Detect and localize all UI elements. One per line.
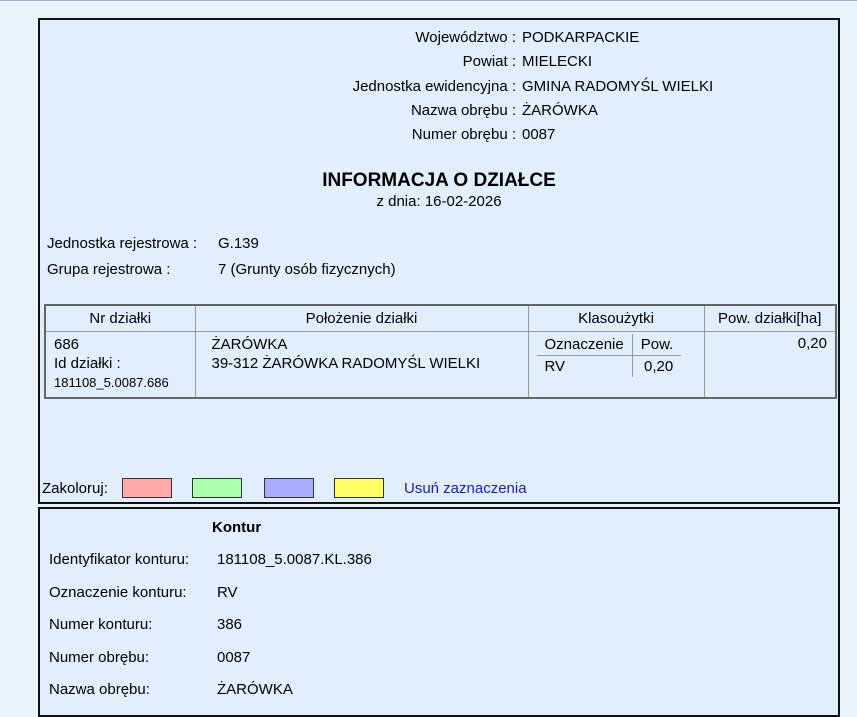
plot-area-value: 0,20 [704,332,836,398]
plot-id-value: 181108_5.0087.686 [54,375,169,390]
voivodeship-value: PODKARPACKIE [522,29,640,46]
contour-designation-label: Oznaczenie konturu: [49,584,187,601]
registration-group-label: Grupa rejestrowa : [47,261,171,278]
county-label: Powiat : [462,53,516,70]
voivodeship-label: Województwo : [415,29,516,46]
contour-precinct-name-label: Nazwa obrębu: [49,681,150,698]
precinct-number-row [40,126,838,146]
contour-precinct-number-label: Numer obrębu: [49,649,150,666]
registration-group-value: 7 (Grunty osób fizycznych) [218,261,396,278]
page-title: INFORMACJA O DZIAŁCE [322,170,556,191]
colorize-label: Zakoloruj: [42,480,108,497]
klas-header-area: Pow. [632,334,681,356]
cadastral-unit-value: GMINA RADOMYŚL WIELKI [522,78,714,95]
clear-selection-link[interactable]: Usuń zaznaczenia [404,480,527,497]
klas-header-designation: Oznaczenie [537,334,633,356]
table-row [45,332,836,398]
contour-id-value: 181108_5.0087.KL.386 [217,551,372,568]
color-swatch-red[interactable] [122,478,172,498]
contour-title: Kontur [212,519,262,536]
registration-unit-value: G.139 [218,235,259,252]
plot-id-label: Id działki : [54,355,121,372]
color-swatch-yellow[interactable] [334,478,384,498]
plot-number-cell [45,332,195,398]
land-classes-subtable [537,334,682,377]
precinct-name-value: ŻARÓWKA [522,102,598,119]
table-header-row [45,305,836,332]
page-date: z dnia: 16-02-2026 [376,193,502,210]
county-value: MIELECKI [522,53,593,70]
contour-precinct-name-value: ŻARÓWKA [217,681,293,698]
contour-number-value: 386 [217,616,243,633]
color-swatch-blue[interactable] [264,478,314,498]
contour-panel [38,507,840,717]
col-header-land-classes: Klasoużytki [528,305,704,332]
cadastral-unit-label: Jednostka ewidencyjna : [352,78,516,95]
col-header-plot-number: Nr działki [45,305,195,332]
contour-number-label: Numer konturu: [49,616,153,633]
col-header-area: Pow. działki[ha] [704,305,836,332]
plot-info-panel [38,18,840,504]
location-cell [195,332,528,398]
cadastral-unit-row [40,78,838,98]
contour-designation-value: RV [217,584,238,601]
klas-designation-value: RV [537,356,633,378]
precinct-number-label: Numer obrębu : [411,126,516,143]
plot-number: 686 [54,336,80,353]
color-swatch-green[interactable] [192,478,242,498]
voivodeship-row [40,29,838,49]
location-line-2: 39-312 ŻARÓWKA RADOMYŚL WIELKI [211,355,481,372]
registration-unit-label: Jednostka rejestrowa : [47,235,198,252]
klas-area-value: 0,20 [644,358,674,375]
col-header-location: Położenie działki [195,305,528,332]
precinct-number-value: 0087 [522,126,556,143]
location-line-1: ŻARÓWKA [211,336,288,353]
top-border [0,0,857,1]
contour-precinct-number-value: 0087 [217,649,251,666]
precinct-name-label: Nazwa obrębu : [410,102,516,119]
precinct-name-row [40,102,838,122]
land-classes-cell [528,332,704,398]
county-row [40,53,838,73]
plot-table [44,304,837,399]
contour-id-label: Identyfikator konturu: [49,551,190,568]
